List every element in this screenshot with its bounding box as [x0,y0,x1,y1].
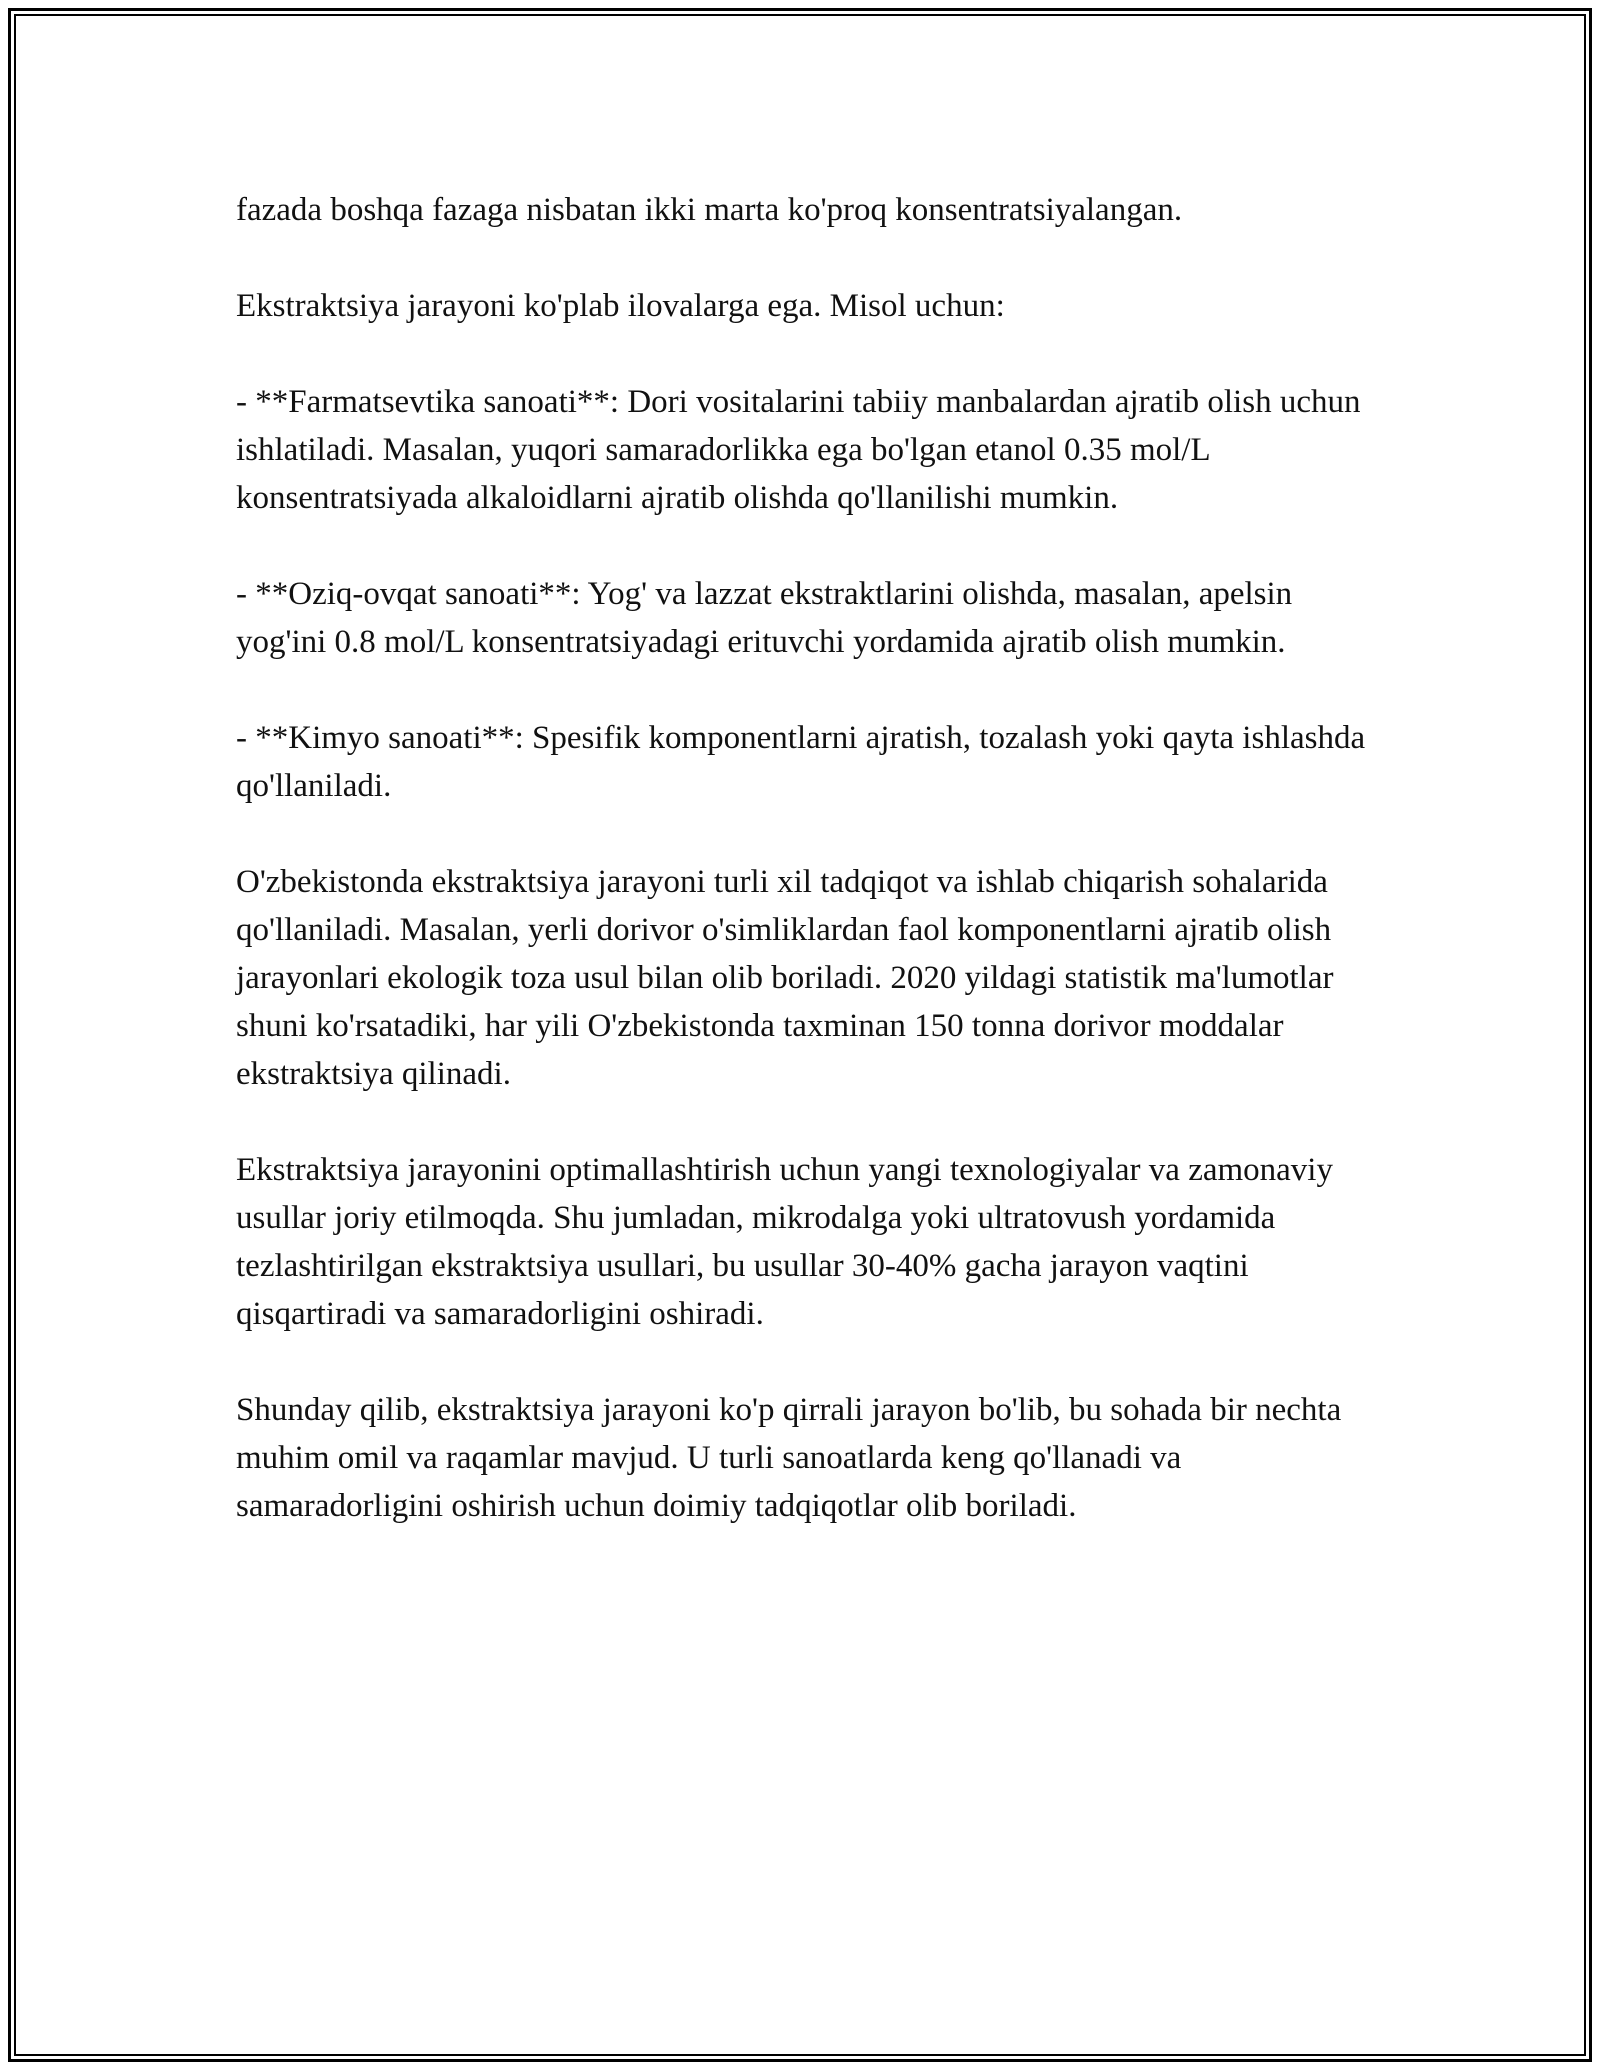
list-item-chemical-industry: - **Kimyo sanoati**: Spesifik komponentlarni ajratish, tozalash yoki qayta ishlashda qo'llaniladi. [236,720,1366,804]
paragraph-optimization: Ekstraktsiya jarayonini optimallashtirish uchun yangi texnologiyalar va zamonaviy usullar joriy etilmoqda. Shu jumladan, mikrodalga yoki ultratovush yordamida tezlashtirilgan ekstraktsiya usullari, bu usullar 30-40% gacha jarayon vaqtini qisqartiradi va samaradorligini oshiradi. [236,1152,1333,1332]
paragraph-conclusion: Shunday qilib, ekstraktsiya jarayoni ko'p qirrali jarayon bo'lib, bu sohada bir nechta muhim omil va raqamlar mavjud. U turli sanoatlarda keng qo'llanadi va samaradorligini oshirish uchun doimiy tadqiqotlar olib boriladi. [236,1392,1342,1524]
paragraph-applications-intro: Ekstraktsiya jarayoni ko'plab ilovalarga ega. Misol uchun: [236,288,1005,324]
list-item-pharmaceutical: - **Farmatsevtika sanoati**: Dori vositalarini tabiiy manbalardan ajratib olish uchun ishlatiladi. Masalan, yuqori samaradorlikka ega bo'lgan etanol 0.35 mol/L konsentratsiyada alkaloidlarni ajratib olishda qo'llanilishi mumkin. [236,384,1361,516]
paragraph-continuation: fazada boshqa fazaga nisbatan ikki marta ko'proq konsentratsiyalangan. [236,192,1183,228]
document-body [236,186,1366,1578]
paragraph-uzbekistan: O'zbekistonda ekstraktsiya jarayoni turli xil tadqiqot va ishlab chiqarish sohalarida qo'llaniladi. Masalan, yerli dorivor o'simliklardan faol komponentlarni ajratib olish jarayonlari ekologik toza usul bilan olib boriladi. 2020 yildagi statistik ma'lumotlar shuni ko'rsatadiki, har yili O'zbekistonda taxminan 150 tonna dorivor moddalar ekstraktsiya qilinadi. [236,864,1334,1092]
list-item-food-industry: - **Oziq-ovqat sanoati**: Yog' va lazzat ekstraktlarini olishda, masalan, apelsin yog'ini 0.8 mol/L konsentratsiyadagi erituvchi yordamida ajratib olish mumkin. [236,576,1293,660]
